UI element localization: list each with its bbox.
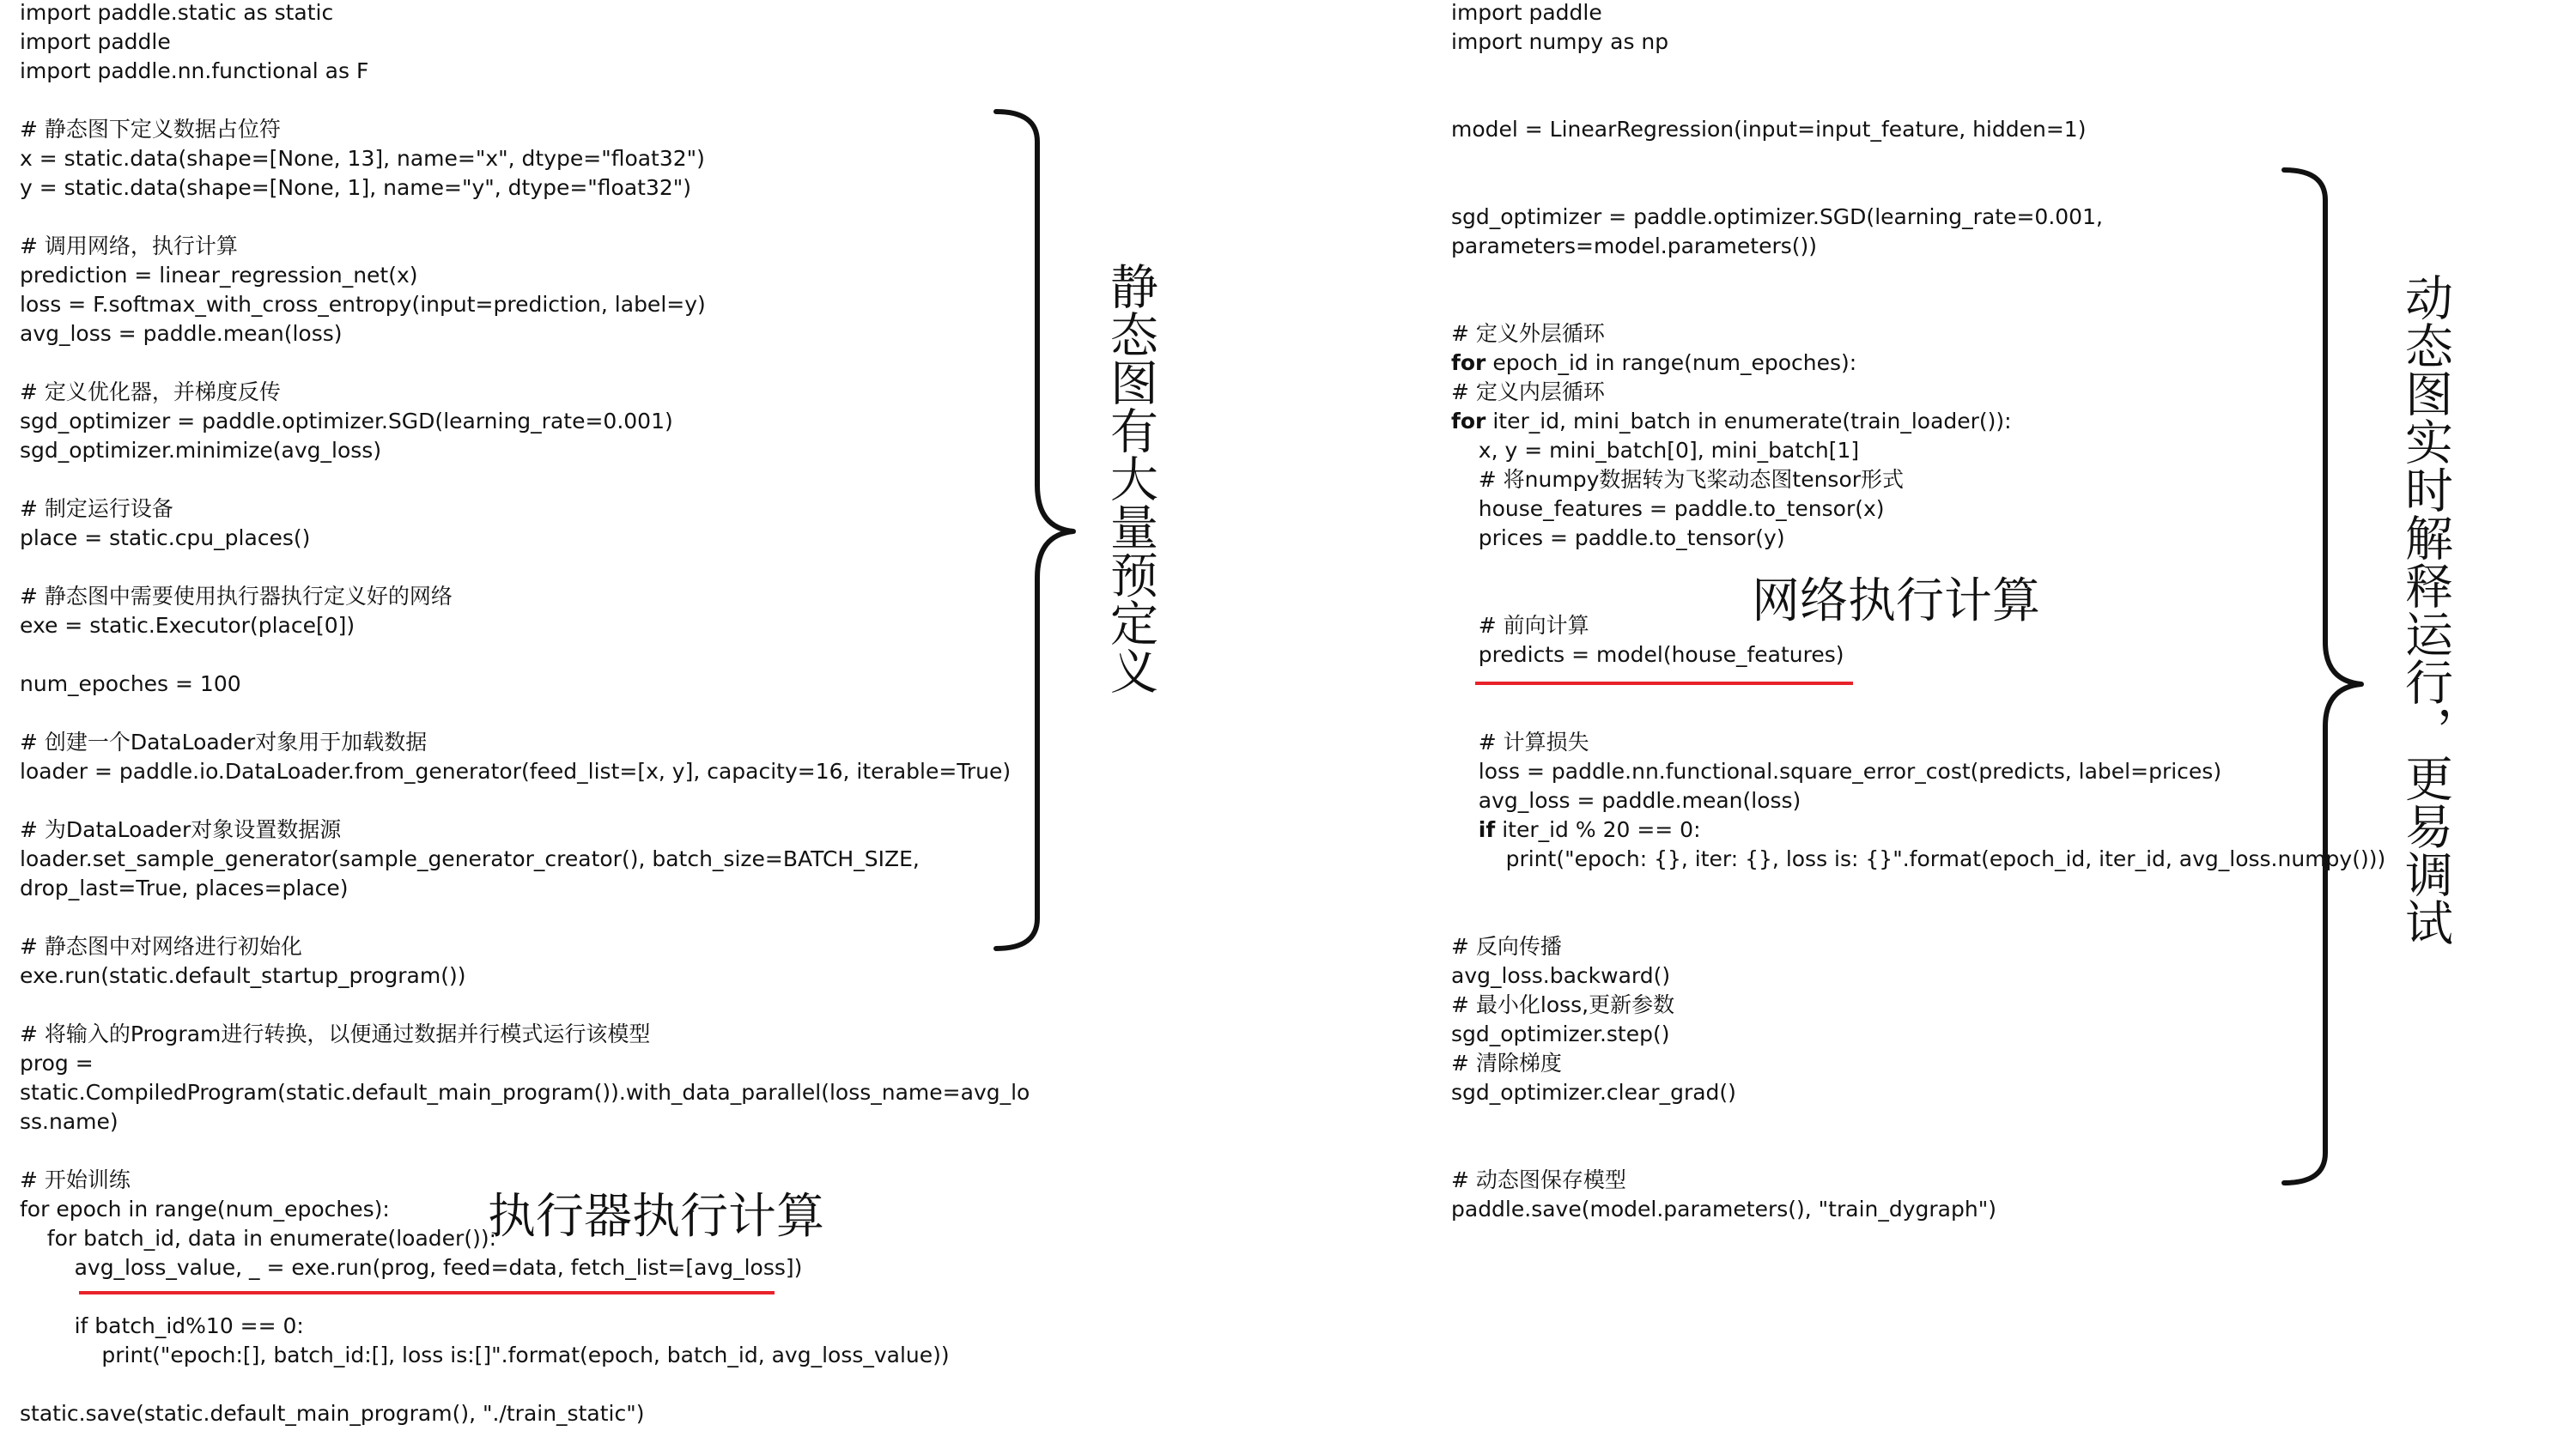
code-line: loader.set_sample_generator(sample_generator_creator(), batch_size=BATCH_SIZE, xyxy=(20,846,920,871)
left-brace xyxy=(996,107,1065,966)
code-line: static.CompiledProgram(static.default_main_program()).with_data_parallel(loss_name=avg_lo xyxy=(20,1080,1030,1105)
code-line: import paddle xyxy=(1451,0,1602,25)
code-comment: # 将输入的Program进行转换，以便通过数据并行模式运行该模型 xyxy=(20,1022,651,1046)
executor-underline xyxy=(79,1291,775,1294)
code-line xyxy=(1451,173,2385,203)
code-line xyxy=(20,465,1030,494)
code-line xyxy=(20,349,1030,378)
code-line-for: for epoch_id in range(num_epoches): xyxy=(1451,350,1857,375)
code-line: loss = paddle.nn.functional.square_error_cost(predicts, label=prices) xyxy=(1451,759,2222,784)
code-line: static.save(static.default_main_program(), "./train_static") xyxy=(20,1401,645,1426)
code-line: print("epoch: {}, iter: {}, loss is: {}".format(epoch_id, iter_id, avg_loss.numpy())) xyxy=(1451,846,2386,871)
code-line xyxy=(1451,86,2385,115)
code-line-for: for iter_id, mini_batch in enumerate(train_loader()): xyxy=(1451,409,2012,433)
code-line: exe = static.Executor(place[0]) xyxy=(20,613,355,638)
code-line: prog = xyxy=(20,1051,94,1076)
code-line: import paddle.nn.functional as F xyxy=(20,58,369,83)
code-line xyxy=(1451,903,2385,932)
code-comment: # 前向计算 xyxy=(1451,613,1589,638)
code-comment: # 制定运行设备 xyxy=(20,496,173,521)
code-line: parameters=model.parameters()) xyxy=(1451,233,1818,258)
code-comment: # 计算损失 xyxy=(1451,730,1589,755)
code-comment: # 为DataLoader对象设置数据源 xyxy=(20,817,342,842)
code-line: house_features = paddle.to_tensor(x) xyxy=(1451,496,1885,521)
code-line: num_epoches = 100 xyxy=(20,671,241,696)
code-line xyxy=(20,786,1030,815)
code-line: loss = F.softmax_with_cross_entropy(input=prediction, label=y) xyxy=(20,292,706,317)
dynamic-graph-label: 动态图实时解释运行，更易调试 xyxy=(2397,273,2453,946)
code-line xyxy=(20,86,1030,115)
code-line: prediction = linear_regression_net(x) xyxy=(20,263,418,288)
code-line xyxy=(20,1370,1030,1399)
right-brace xyxy=(2284,166,2353,1196)
keyword: for xyxy=(1451,350,1486,375)
code-line: avg_loss = paddle.mean(loss) xyxy=(1451,788,1801,813)
code-line: prices = paddle.to_tensor(y) xyxy=(1451,525,1785,550)
code-line xyxy=(20,640,1030,670)
code-comment: # 静态图下定义数据占位符 xyxy=(20,117,281,142)
code-comment: # 最小化loss,更新参数 xyxy=(1451,992,1675,1017)
static-graph-label: 静态图有大量预定义 xyxy=(1103,262,1158,694)
code-line: sgd_optimizer.minimize(avg_loss) xyxy=(20,438,382,463)
code-line: place = static.cpu_places() xyxy=(20,525,311,550)
code-line: avg_loss = paddle.mean(loss) xyxy=(20,321,343,346)
code-line: sgd_optimizer = paddle.optimizer.SGD(learning_rate=0.001) xyxy=(20,409,673,433)
code-line: x = static.data(shape=[None, 13], name="x", dtype="float32") xyxy=(20,146,705,171)
code-line: exe.run(static.default_startup_program()) xyxy=(20,963,466,988)
code-line xyxy=(1451,290,2385,319)
network-underline xyxy=(1475,682,1853,685)
code-line: ss.name) xyxy=(20,1109,118,1134)
code-line: import numpy as np xyxy=(1451,29,1669,54)
code-line: import paddle.static as static xyxy=(20,0,334,25)
code-line xyxy=(20,1282,1030,1312)
code-line xyxy=(20,699,1030,728)
code-comment: # 静态图中需要使用执行器执行定义好的网络 xyxy=(20,584,453,609)
code-line: sgd_optimizer = paddle.optimizer.SGD(learning_rate=0.001, xyxy=(1451,204,2103,229)
code-line xyxy=(1451,1137,2385,1166)
code-line: for batch_id, data in enumerate(loader()): xyxy=(20,1226,497,1251)
code-comment: # 定义优化器，并梯度反传 xyxy=(20,379,281,404)
code-line: import paddle xyxy=(20,29,171,54)
code-line xyxy=(20,553,1030,582)
keyword: if xyxy=(1478,817,1496,842)
code-line xyxy=(1451,699,2385,728)
code-comment: # 动态图保存模型 xyxy=(1451,1167,1626,1192)
code-comment: # 定义内层循环 xyxy=(1451,379,1605,404)
code-line xyxy=(1451,261,2385,290)
code-comment: # 开始训练 xyxy=(20,1167,131,1192)
code-line: model = LinearRegression(input=input_feature, hidden=1) xyxy=(1451,117,2087,142)
code-line xyxy=(1451,144,2385,173)
code-comment: # 调用网络，执行计算 xyxy=(20,233,238,258)
code-line xyxy=(20,903,1030,932)
code-line: avg_loss.backward() xyxy=(1451,963,1671,988)
network-callout: 网络执行计算 xyxy=(1752,573,2040,629)
code-line xyxy=(1451,1107,2385,1137)
code-line xyxy=(20,1137,1030,1166)
code-line: print("epoch:[], batch_id:[], loss is:[]".format(epoch, batch_id, avg_loss_value)) xyxy=(20,1343,950,1367)
code-line-highlighted: predicts = model(house_features) xyxy=(1451,642,1844,667)
code-line xyxy=(20,203,1030,232)
code-line-highlighted: avg_loss_value, _ = exe.run(prog, feed=data, fetch_list=[avg_loss]) xyxy=(20,1255,803,1280)
code-comment: # 创建一个DataLoader对象用于加载数据 xyxy=(20,730,428,755)
code-comment: # 静态图中对网络进行初始化 xyxy=(20,934,302,959)
code-comment: # 反向传播 xyxy=(1451,934,1562,959)
code-line: sgd_optimizer.clear_grad() xyxy=(1451,1080,1736,1105)
code-line: sgd_optimizer.step() xyxy=(1451,1022,1670,1046)
code-line: x, y = mini_batch[0], mini_batch[1] xyxy=(1451,438,1860,463)
code-comment: # 清除梯度 xyxy=(1451,1051,1562,1076)
code-line xyxy=(20,991,1030,1020)
keyword: for xyxy=(1451,409,1486,433)
code-line: drop_last=True, places=place) xyxy=(20,876,349,900)
code-comment: # 定义外层循环 xyxy=(1451,321,1605,346)
executor-callout: 执行器执行计算 xyxy=(488,1189,824,1245)
code-line: y = static.data(shape=[None, 1], name="y", dtype="float32") xyxy=(20,175,692,200)
code-line xyxy=(1451,874,2385,903)
code-line: for epoch in range(num_epoches): xyxy=(20,1197,390,1222)
code-line: paddle.save(model.parameters(), "train_dygraph") xyxy=(1451,1197,1996,1222)
code-line xyxy=(1451,57,2385,86)
code-comment: # 将numpy数据转为飞桨动态图tensor形式 xyxy=(1451,467,1905,492)
code-line: if batch_id%10 == 0: xyxy=(20,1313,304,1338)
code-line-if: if iter_id % 20 == 0: xyxy=(1478,817,1701,842)
code-line: loader = paddle.io.DataLoader.from_generator(feed_list=[x, y], capacity=16, iterable=True) xyxy=(20,759,1012,784)
